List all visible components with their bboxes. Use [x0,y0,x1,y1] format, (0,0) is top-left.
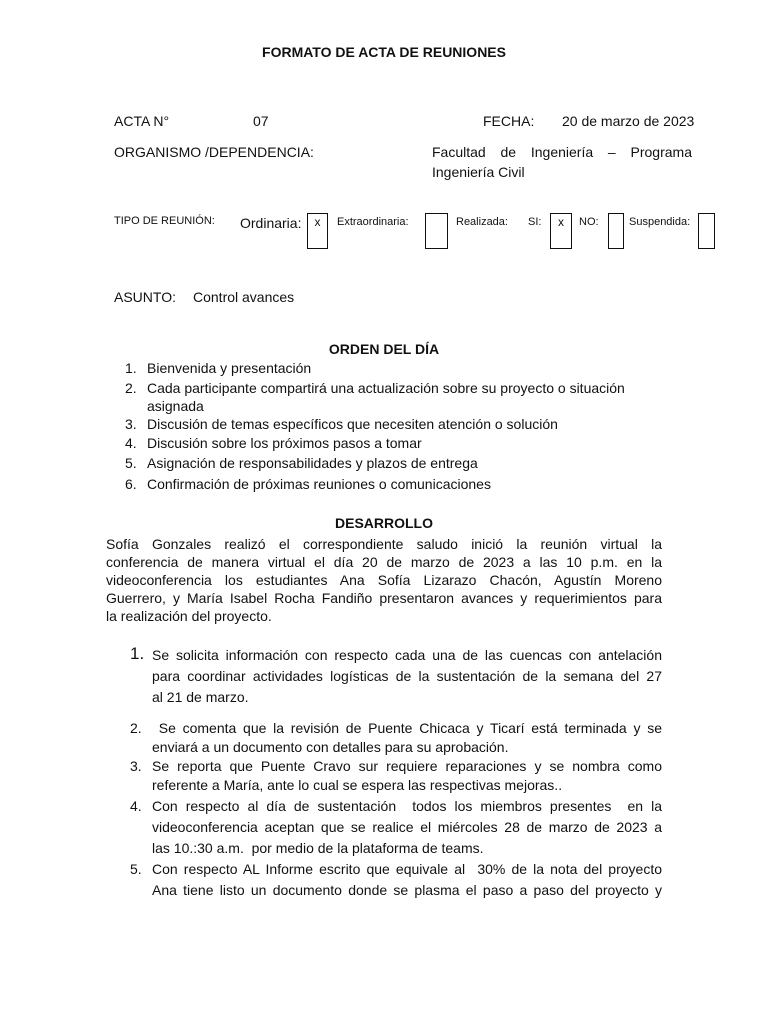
suspendida-checkbox [698,213,715,249]
no-label: NO: [579,216,599,228]
organismo-line-2: Ingeniería Civil [432,164,525,180]
tipo-reunion-label: TIPO DE REUNIÓN: [114,215,215,227]
list-item-text: Se reporta que Puente Cravo sur requiere reparaciones y se nombra como [152,758,662,774]
si-label: SI: [528,216,542,228]
asunto-label: ASUNTO: [114,289,176,305]
desarrollo-paragraph [106,535,662,625]
realizada-label: Realizada: [456,216,508,228]
list-item-text: Cada participante compartirá una actualización sobre su proyecto o situación [147,380,625,396]
orden-heading: ORDEN DEL DÍA [328,341,440,357]
paragraph-line: Guerrero, y María Isabel Rocha Fandiño presentaron avances y requerimientos para [106,590,662,606]
no-checkbox [608,213,624,249]
asunto-value: Control avances [193,289,295,305]
paragraph-line: videoconferencia los estudiantes Ana Sofía Lizarazo Chacón, Agustín Moreno [106,572,662,588]
list-item-number: 3. [125,416,137,432]
list-item-text: Se comenta que la revisión de Puente Chicaca y Ticarí está terminada y se [152,720,662,736]
list-item-text: Con respecto AL Informe escrito que equivale al 30% de la nota del proyecto [152,861,662,877]
list-item-number: 6. [125,476,137,492]
paragraph-line: Sofía Gonzales realizó el correspondiente saludo inició la reunión virtual la [106,536,662,552]
list-item-number: 3. [130,758,142,774]
list-item-text: Se solicita información con respecto cada una de las cuencas con antelación [152,647,662,663]
suspendida-label: Suspendida: [629,216,691,228]
list-item-text: Con respecto al día de sustentación todos los miembros presentes en la [152,798,662,814]
list-item-text: al 21 de marzo. [152,689,249,705]
list-item-text: para coordinar actividades logísticas de la sustentación de la semana del 27 [152,668,662,684]
list-item-text: Bienvenida y presentación [147,360,312,376]
list-item-text: enviará a un documento con detalles para su aprobación. [152,739,509,755]
list-item-text: Ana tiene listo un documento donde se plasma el paso a paso del proyecto y [152,882,662,898]
desarrollo-heading: DESARROLLO [335,515,433,531]
acta-number: 07 [253,113,269,129]
list-item-text: Discusión de temas específicos que necesiten atención o solución [147,416,558,432]
extraordinaria-label: Extraordinaria: [337,216,409,228]
list-item-text: videoconferencia aceptan que se realice el miércoles 28 de marzo de 2023 a [152,819,662,835]
list-item-number: 1. [125,360,137,376]
paragraph-line: la realización del proyecto. [106,608,272,624]
list-item-text: Discusión sobre los próximos pasos a tomar [147,435,422,451]
fecha-value: 20 de marzo de 2023 [562,113,695,129]
ordinaria-label: Ordinaria: [240,215,302,231]
si-checkbox: x [550,213,572,249]
list-item-number: 4. [130,798,142,814]
list-item-number: 4. [125,435,137,451]
document-title: FORMATO DE ACTA DE REUNIONES [262,44,506,60]
list-item-number: 5. [130,861,142,877]
acta-label: ACTA N° [114,113,170,129]
fecha-label: FECHA: [483,113,535,129]
list-item-text: asignada [147,398,204,414]
list-item-text: Confirmación de próximas reuniones o comunicaciones [147,476,491,492]
list-item-number: 2. [130,720,142,736]
paragraph-line: conferencia de manera virtual el día 20 de marzo de 2023 a las 10 p.m. en la [106,554,662,570]
list-item-number: 1. [130,644,145,663]
list-item-text: las 10.:30 a.m. por medio de la plataforma de teams. [152,840,484,856]
list-item-number: 2. [125,380,137,396]
ordinaria-checkbox: x [307,213,328,249]
extraordinaria-checkbox [425,213,448,249]
organismo-label: ORGANISMO /DEPENDENCIA: [114,144,314,160]
list-item-text: Asignación de responsabilidades y plazos de entrega [147,455,478,471]
organismo-line-1: Facultad de Ingeniería – Programa [432,144,692,160]
list-item-text: referente a María, ante lo cual se espera las respectivas mejoras.. [152,777,563,793]
list-item-number: 5. [125,455,137,471]
